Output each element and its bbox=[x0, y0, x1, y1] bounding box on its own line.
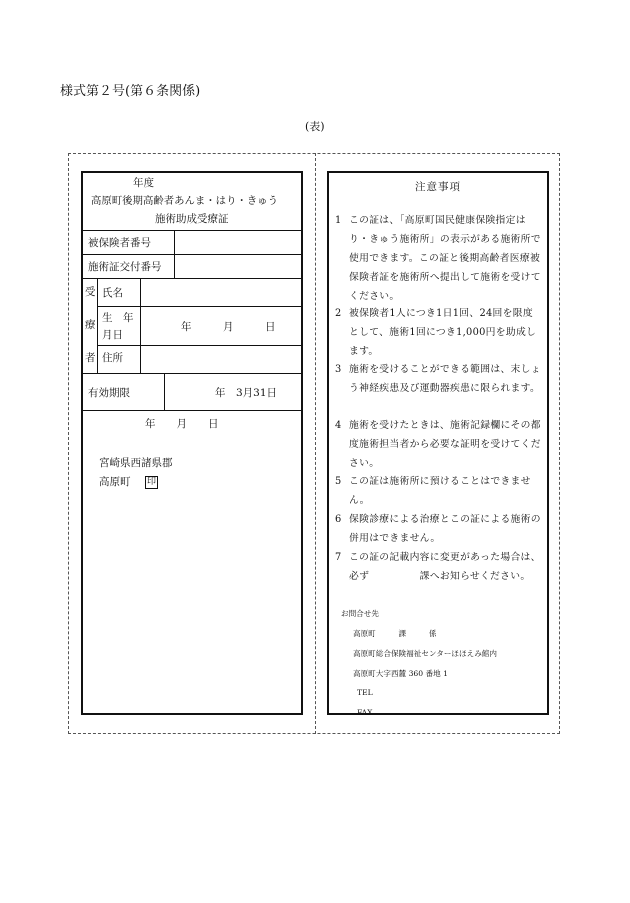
year-label: 年度 bbox=[133, 177, 154, 189]
fold-line bbox=[315, 153, 316, 734]
contact-heading: お問合せ先 bbox=[341, 609, 379, 618]
row-divider bbox=[83, 410, 301, 411]
name-label: 氏名 bbox=[102, 287, 123, 299]
note-text: 施術を受けたときは、施術記録欄にその都度施術担当者から必要な証明を受けてください。 bbox=[349, 420, 541, 469]
row-divider bbox=[83, 278, 301, 279]
note-number: 3 bbox=[335, 364, 342, 375]
insured-number-label: 被保険者番号 bbox=[88, 237, 151, 249]
note-text: 施術を受けることができる範囲は、末しょう神経疾患及び運動器疾患に限られます。 bbox=[349, 364, 541, 394]
note-item bbox=[335, 548, 543, 586]
note-number: 5 bbox=[335, 476, 342, 487]
form-number: 様式第２号(第６条関係) bbox=[60, 84, 201, 99]
note-item bbox=[335, 510, 543, 548]
note-item bbox=[335, 211, 543, 306]
notes-title: 注意事項 bbox=[415, 181, 461, 193]
note-text: この証は施術所に預けることはできません。 bbox=[349, 476, 531, 506]
recipient-char-2: 療 bbox=[85, 319, 96, 331]
row-divider bbox=[83, 254, 301, 255]
certificate-card bbox=[81, 171, 303, 715]
birthdate-label-1: 生 年 bbox=[102, 312, 134, 324]
card-title-line2: 施術助成受療証 bbox=[155, 213, 229, 225]
recipient-char-1: 受 bbox=[85, 286, 96, 298]
row-divider bbox=[97, 345, 301, 346]
contact-facility: 高原町総合保険福祉センターほほえみ館内 bbox=[353, 649, 497, 658]
note-item bbox=[335, 304, 543, 361]
note-text: この証は、「高原町国民健康保険指定はり・きゅう施術所」の表示がある施術所で使用できます。この証と後期高齢者医療被保険者証を施術所へ提出して施術を受けてください。 bbox=[349, 215, 541, 302]
contact-dept: 高原町 課 係 bbox=[353, 629, 437, 638]
row-divider bbox=[83, 230, 301, 231]
row-divider bbox=[83, 373, 301, 374]
note-number: 6 bbox=[335, 514, 342, 525]
note-text: 保険診療による治療とこの証による施術の併用はできません。 bbox=[349, 514, 541, 544]
issuer-prefecture: 宮崎県西諸県郡 bbox=[99, 457, 173, 469]
contact-tel: TEL bbox=[357, 688, 373, 697]
note-number: 7 bbox=[335, 552, 342, 563]
note-number: 2 bbox=[335, 308, 342, 319]
issue-date: 年 月 日 bbox=[145, 418, 219, 430]
contact-address: 高原町大字西麓 360 番地 1 bbox=[353, 669, 448, 678]
recipient-char-3: 者 bbox=[85, 352, 96, 364]
birthdate-label-2: 月日 bbox=[102, 329, 123, 341]
seal-mark: 印 bbox=[147, 477, 157, 487]
card-title-line1: 高原町後期高齢者あんま・はり・きゅう bbox=[91, 195, 279, 207]
note-item bbox=[335, 472, 543, 510]
validity-value: 年 3月31日 bbox=[215, 387, 278, 399]
issuer-town: 高原町 bbox=[99, 476, 131, 488]
address-label: 住所 bbox=[102, 352, 123, 364]
side-label: (表) bbox=[305, 120, 325, 133]
column-divider bbox=[164, 373, 165, 410]
note-text: 被保険者1人につき1日1回、24回を限度として、施術1回につき1,000円を助成します。 bbox=[349, 308, 537, 357]
note-text: この証の記載内容に変更があった場合は、必ず 課へお知らせください。 bbox=[349, 552, 541, 582]
cert-issue-number-label: 施術証交付番号 bbox=[88, 261, 162, 273]
birthdate-value: 年 月 日 bbox=[181, 321, 276, 333]
note-number: 1 bbox=[335, 215, 342, 226]
note-item bbox=[335, 416, 543, 473]
column-divider bbox=[97, 278, 98, 373]
note-item bbox=[335, 360, 543, 398]
note-number: 4 bbox=[335, 420, 342, 431]
row-divider bbox=[97, 306, 301, 307]
notes-card bbox=[327, 171, 549, 715]
column-divider bbox=[140, 278, 141, 373]
validity-label: 有効期限 bbox=[88, 387, 130, 399]
contact-fax: FAX bbox=[357, 708, 373, 717]
